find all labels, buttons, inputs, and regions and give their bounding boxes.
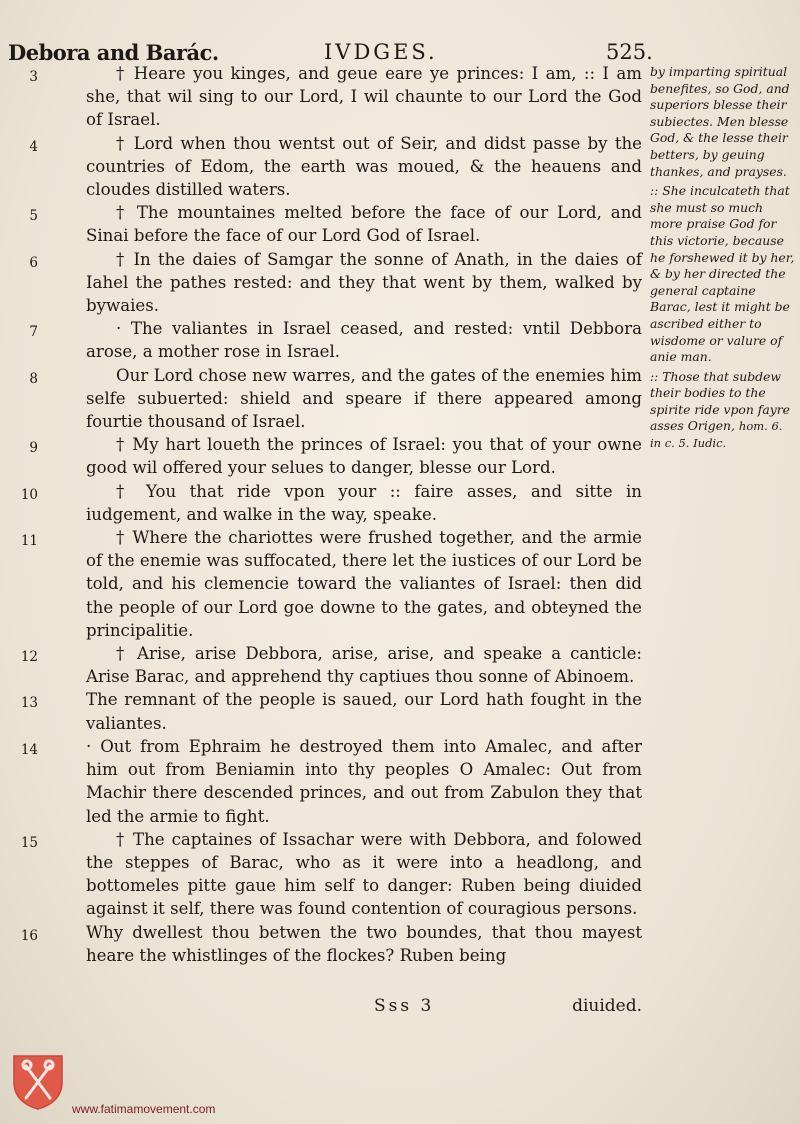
verse-text: Our Lord chose new warres, and the gates of the enemies him selfe subuerted: shield and speare if there appeared among fourtie thousand of Israel. <box>86 365 642 432</box>
verse <box>20 480 642 526</box>
verse-text: Why dwellest thou betwen the two boundes, that thou mayest heare the whistlinges of the flockes? Ruben being <box>86 922 642 965</box>
verse-number: 12 <box>20 649 38 666</box>
marginal-note-text: :: Those that subdew their bodies to the spirite ride vpon fayre asses Origen, <box>650 368 791 434</box>
verse <box>29 248 642 318</box>
verse-number: 13 <box>20 695 38 712</box>
verse-number: 6 <box>29 254 38 271</box>
verse-number: 10 <box>20 486 38 503</box>
verse-text: † Lord when thou wentst out of Seir, and didst passe by the countries of Edom, the earth was moued, & the heauens and cloudes distilled waters. <box>86 133 642 200</box>
verse-text: † Arise, arise Debbora, arise, arise, and speake a canticle: Arise Barac, and apprehend thy captiues thou sonne of Abinoem. <box>86 644 642 687</box>
verse-number: 9 <box>29 440 38 457</box>
verse <box>29 433 642 479</box>
verse-number: 11 <box>20 533 38 550</box>
main-text-column <box>20 62 642 967</box>
verse <box>20 526 642 642</box>
verse-text: † In the daies of Samgar the sonne of Anath, in the daies of Iahel the pathes rested: and they that went by them, walked by bywaies. <box>86 249 642 316</box>
verse <box>20 921 642 967</box>
verse <box>29 62 642 132</box>
verse-number: 8 <box>29 370 38 387</box>
signature-mark: Sss 3 <box>374 996 435 1016</box>
verse-number: 4 <box>29 138 38 155</box>
verse-number: 16 <box>20 927 38 944</box>
verse-text: · Out from Ephraim he destroyed them into Amalec, and after him out from Beniamin into thy peoples O Amalec: Out from Machir there descended princes, and out from Zabulon they that led the armie to fight. <box>86 736 642 826</box>
verse <box>29 317 642 363</box>
marginal-note <box>650 183 796 366</box>
marginal-note <box>650 369 796 452</box>
seal-logo-icon <box>10 1052 66 1110</box>
verse-number: 7 <box>29 324 38 341</box>
verse-text: † My hart loueth the princes of Israel: you that of your owne good wil offered your selues to danger, blesse our Lord. <box>86 435 642 478</box>
verse-text: The remnant of the people is saued, our Lord hath fought in the valiantes. <box>86 690 642 733</box>
verse <box>20 828 642 921</box>
verse <box>20 735 642 828</box>
verse-text: † Heare you kinges, and geue eare ye princes: I am, :: I am she, that wil sing to our Lord, I wil chaunte to our Lord the God of Israel. <box>86 64 642 130</box>
page-footer <box>86 996 642 1022</box>
marginal-note-reference: hom. 6. in c. 5. Iudic. <box>650 419 783 451</box>
running-head-book: IVDGES. <box>324 40 438 64</box>
marginal-note-text: :: She inculcateth that she must so much more praise God for this victorie, because he forshewed it by her, & by her directed the general captaine Barac, lest it might be ascribed either to wisdome or valure of anie man. <box>650 183 795 365</box>
marginal-notes <box>650 64 796 455</box>
seal-shield-icon <box>10 1052 66 1110</box>
verse-text: † You that ride vpon your :: faire asses, and sitte in iudgement, and walke in the way, speake. <box>86 481 642 524</box>
verse <box>29 201 642 247</box>
verse-number: 3 <box>29 69 38 85</box>
verse-number: 14 <box>20 741 38 758</box>
marginal-note <box>650 64 796 180</box>
verse <box>29 132 642 202</box>
running-head-title: Debora and Barác. <box>8 40 219 65</box>
verse-text: † The captaines of Issachar were with Debbora, and folowed the steppes of Barac, who as it were into a headlong, and bottomeles pitte gaue him self to danger: Ruben being diuided against it self, there was found contention of couragious persons. <box>86 829 642 919</box>
catchword: diuided. <box>572 996 642 1016</box>
verse-number: 15 <box>20 834 38 851</box>
verse <box>20 642 642 688</box>
verse <box>20 688 642 734</box>
verse-text: · The valiantes in Israel ceased, and rested: vntil Debbora arose, a mother rose in Israel. <box>86 319 642 362</box>
watermark-website[interactable]: www.fatimamovement.com <box>72 1102 216 1116</box>
marginal-note-text: by imparting spiritual benefites, so God, and superiors blesse their subiectes. Men blesse God, & the lesse their betters, by geuing thankes, and prayses. <box>650 64 790 179</box>
page-number: 525. <box>606 40 653 64</box>
verse <box>29 364 642 434</box>
verse-text: † The mountaines melted before the face of our Lord, and Sinai before the face of our Lord God of Israel. <box>86 203 642 246</box>
verse-number: 5 <box>29 208 38 225</box>
verse-text: † Where the chariottes were frushed together, and the armie of the enemie was suffocated, there let the iustices of our Lord be told, and his clemencie toward the valiantes of Israel: then did the people of our Lord goe downe to the gates, and obteyned the principalitie. <box>86 528 642 640</box>
